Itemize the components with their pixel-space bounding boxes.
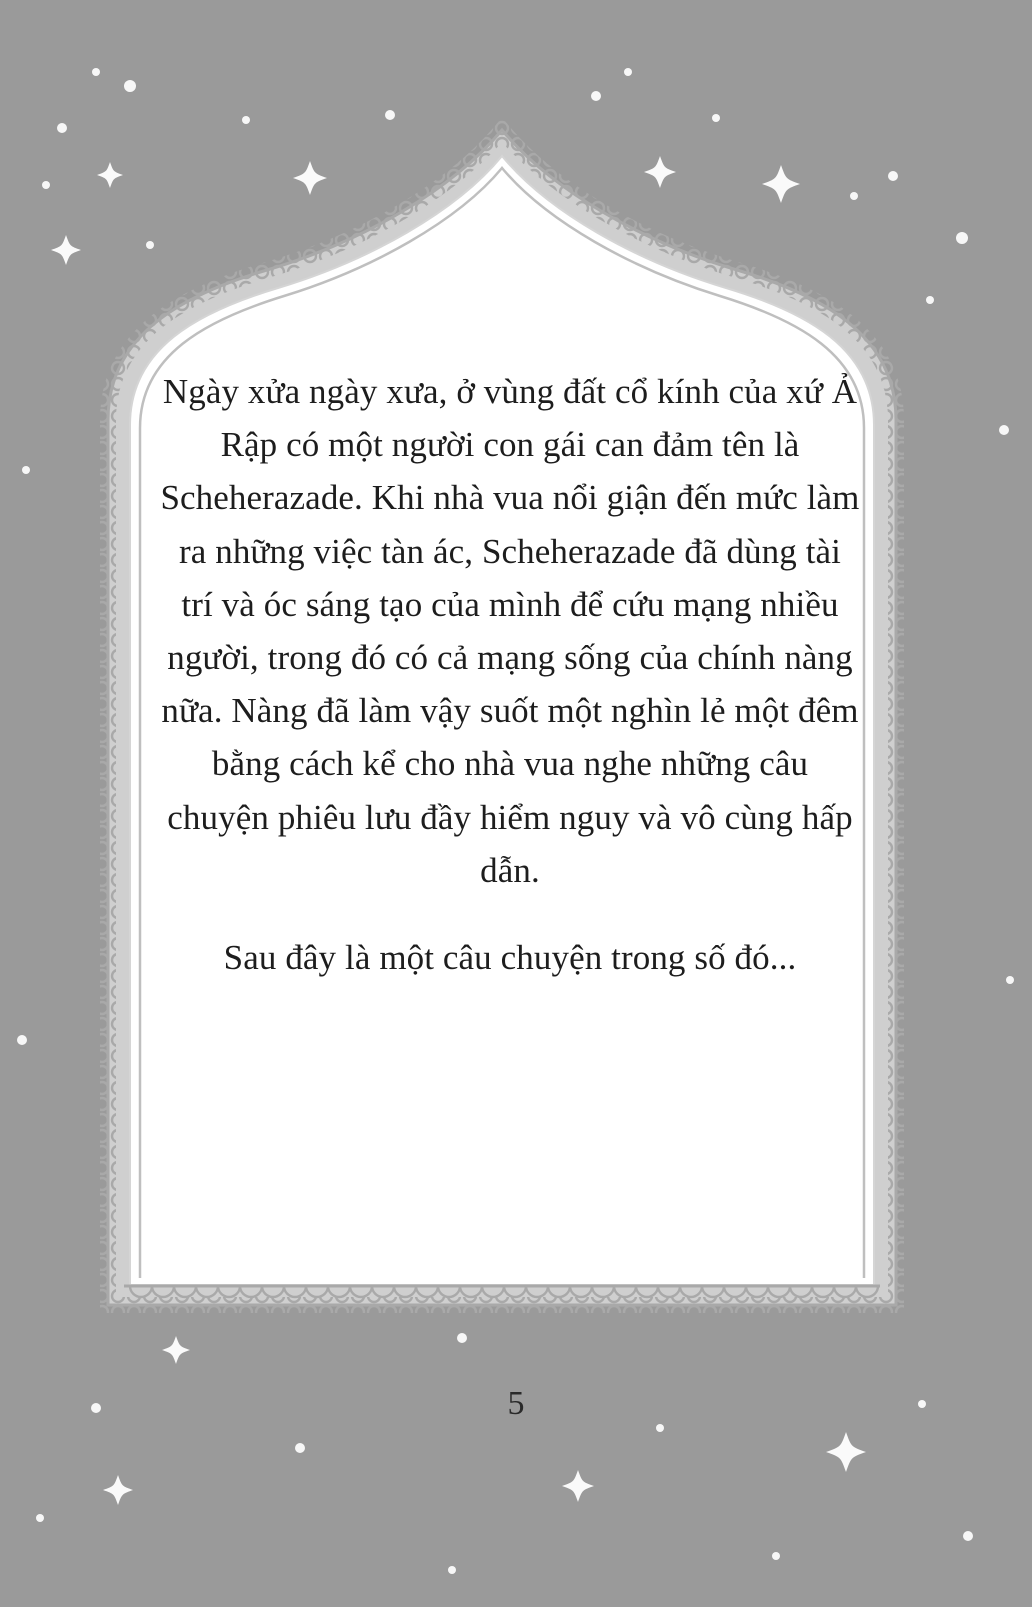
- story-paragraph-2: Sau đây là một câu chuyện trong số đó...: [223, 937, 797, 977]
- story-paragraph-1: Ngày xửa ngày xưa, ở vùng đất cổ kính của xứ Ả Rập có một người con gái can đảm tên là Scheherazade. Khi nhà vua nổi giận đến mức làm ra những việc tàn ác, Scheherazade đã dùng tài trí và óc sáng tạo của mình để cứu mạng nhiều người, trong đó có cả mạng sống của chính nàng nữa. Nàng đã làm vậy suốt một nghìn lẻ một đêm bằng cách kể cho nhà vua nghe những câu chuyện phiêu lưu đầy hiểm nguy và vô cùng hấp dẫn.: [160, 372, 860, 890]
- page-number: 5: [507, 1385, 525, 1422]
- story-text-block: [160, 365, 860, 984]
